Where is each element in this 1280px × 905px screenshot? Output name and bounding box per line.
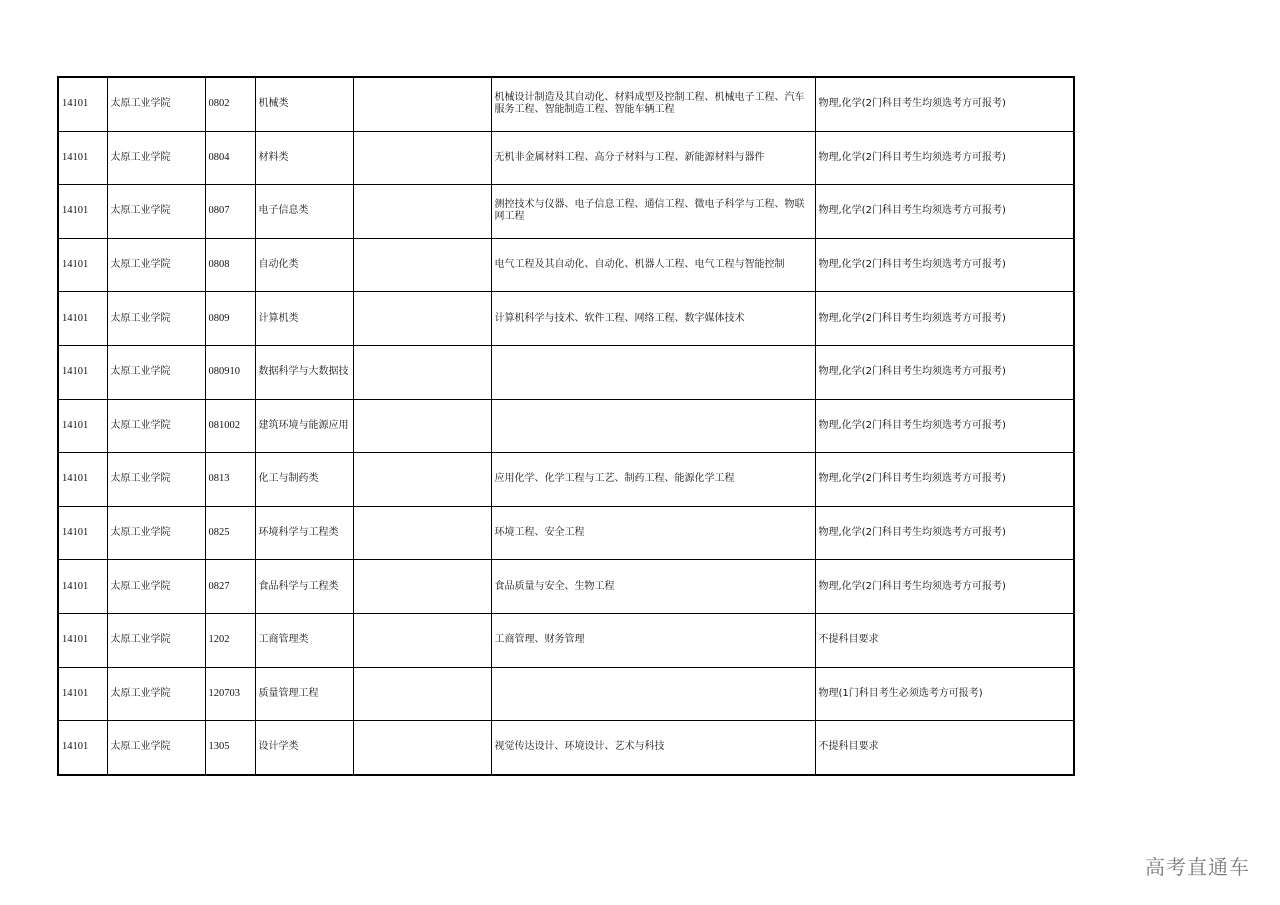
subject-requirement-cell: 物理,化学(2门科目考生均须选考方可报考) <box>815 77 1074 131</box>
table-body <box>58 77 1074 775</box>
subject-requirements-table <box>57 76 1075 776</box>
institution-code-cell: 14101 <box>58 613 107 667</box>
institution-name-cell: 太原工业学院 <box>107 77 205 131</box>
table-row <box>58 185 1074 239</box>
subject-requirement-cell: 物理,化学(2门科目考生均须选考方可报考) <box>815 506 1074 560</box>
table-row <box>58 453 1074 507</box>
major-code-cell: 0827 <box>205 560 255 614</box>
subject-requirement-cell: 物理,化学(2门科目考生均须选考方可报考) <box>815 238 1074 292</box>
subject-requirement-cell: 不提科目要求 <box>815 613 1074 667</box>
subject-requirement-cell: 不提科目要求 <box>815 721 1074 775</box>
subject-requirement-cell: 物理,化学(2门科目考生均须选考方可报考) <box>815 292 1074 346</box>
included-majors-cell: 视觉传达设计、环境设计、艺术与科技 <box>491 721 815 775</box>
included-majors-cell: 无机非金属材料工程、高分子材料与工程、新能源材料与器件 <box>491 131 815 185</box>
major-name-cell: 环境科学与工程类 <box>255 506 353 560</box>
institution-code-cell: 14101 <box>58 185 107 239</box>
major-name-cell: 质量管理工程 <box>255 667 353 721</box>
institution-name-cell: 太原工业学院 <box>107 292 205 346</box>
table-row <box>58 77 1074 131</box>
blank-cell <box>353 560 491 614</box>
major-code-cell: 0808 <box>205 238 255 292</box>
blank-cell <box>353 399 491 453</box>
included-majors-cell: 机械设计制造及其自动化、材料成型及控制工程、机械电子工程、汽车服务工程、智能制造工程、智能车辆工程 <box>491 77 815 131</box>
institution-name-cell: 太原工业学院 <box>107 721 205 775</box>
table-row <box>58 560 1074 614</box>
blank-cell <box>353 238 491 292</box>
institution-name-cell: 太原工业学院 <box>107 345 205 399</box>
blank-cell <box>353 292 491 346</box>
institution-name-cell: 太原工业学院 <box>107 506 205 560</box>
subject-requirement-cell: 物理,化学(2门科目考生均须选考方可报考) <box>815 453 1074 507</box>
subject-requirement-cell: 物理,化学(2门科目考生均须选考方可报考) <box>815 131 1074 185</box>
institution-code-cell: 14101 <box>58 453 107 507</box>
included-majors-cell: 食品质量与安全、生物工程 <box>491 560 815 614</box>
major-name-cell: 自动化类 <box>255 238 353 292</box>
institution-code-cell: 14101 <box>58 77 107 131</box>
major-name-cell: 食品科学与工程类 <box>255 560 353 614</box>
institution-name-cell: 太原工业学院 <box>107 667 205 721</box>
major-name-cell: 化工与制药类 <box>255 453 353 507</box>
major-name-cell: 机械类 <box>255 77 353 131</box>
institution-name-cell: 太原工业学院 <box>107 613 205 667</box>
institution-code-cell: 14101 <box>58 238 107 292</box>
major-name-cell: 材料类 <box>255 131 353 185</box>
table-row <box>58 292 1074 346</box>
subject-requirement-cell: 物理,化学(2门科目考生均须选考方可报考) <box>815 399 1074 453</box>
major-code-cell: 081002 <box>205 399 255 453</box>
table-row <box>58 667 1074 721</box>
blank-cell <box>353 453 491 507</box>
included-majors-cell: 应用化学、化学工程与工艺、制药工程、能源化学工程 <box>491 453 815 507</box>
major-code-cell: 0804 <box>205 131 255 185</box>
institution-name-cell: 太原工业学院 <box>107 185 205 239</box>
included-majors-cell: 计算机科学与技术、软件工程、网络工程、数字媒体技术 <box>491 292 815 346</box>
included-majors-cell: 环境工程、安全工程 <box>491 506 815 560</box>
major-code-cell: 0809 <box>205 292 255 346</box>
institution-code-cell: 14101 <box>58 345 107 399</box>
major-code-cell: 1305 <box>205 721 255 775</box>
table-row <box>58 721 1074 775</box>
included-majors-cell <box>491 399 815 453</box>
institution-code-cell: 14101 <box>58 131 107 185</box>
major-code-cell: 0802 <box>205 77 255 131</box>
major-code-cell: 0813 <box>205 453 255 507</box>
table-row <box>58 238 1074 292</box>
major-code-cell: 120703 <box>205 667 255 721</box>
blank-cell <box>353 185 491 239</box>
major-name-cell: 计算机类 <box>255 292 353 346</box>
blank-cell <box>353 345 491 399</box>
table-row <box>58 613 1074 667</box>
institution-code-cell: 14101 <box>58 667 107 721</box>
blank-cell <box>353 667 491 721</box>
institution-name-cell: 太原工业学院 <box>107 238 205 292</box>
institution-name-cell: 太原工业学院 <box>107 453 205 507</box>
institution-code-cell: 14101 <box>58 721 107 775</box>
major-name-cell: 工商管理类 <box>255 613 353 667</box>
major-name-cell: 电子信息类 <box>255 185 353 239</box>
institution-code-cell: 14101 <box>58 560 107 614</box>
watermark-text: 高考直通车 <box>1145 855 1250 879</box>
subject-requirement-cell: 物理,化学(2门科目考生均须选考方可报考) <box>815 560 1074 614</box>
table-row <box>58 131 1074 185</box>
major-code-cell: 0825 <box>205 506 255 560</box>
included-majors-cell: 工商管理、财务管理 <box>491 613 815 667</box>
included-majors-cell <box>491 345 815 399</box>
included-majors-cell <box>491 667 815 721</box>
subject-requirement-cell: 物理(1门科目考生必须选考方可报考) <box>815 667 1074 721</box>
institution-code-cell: 14101 <box>58 506 107 560</box>
blank-cell <box>353 721 491 775</box>
table-row <box>58 399 1074 453</box>
major-code-cell: 080910 <box>205 345 255 399</box>
major-name-cell: 建筑环境与能源应用 <box>255 399 353 453</box>
major-code-cell: 0807 <box>205 185 255 239</box>
major-name-cell: 数据科学与大数据技 <box>255 345 353 399</box>
institution-name-cell: 太原工业学院 <box>107 560 205 614</box>
included-majors-cell: 测控技术与仪器、电子信息工程、通信工程、微电子科学与工程、物联网工程 <box>491 185 815 239</box>
subject-requirement-cell: 物理,化学(2门科目考生均须选考方可报考) <box>815 345 1074 399</box>
blank-cell <box>353 613 491 667</box>
included-majors-cell: 电气工程及其自动化、自动化、机器人工程、电气工程与智能控制 <box>491 238 815 292</box>
institution-name-cell: 太原工业学院 <box>107 131 205 185</box>
table-row <box>58 506 1074 560</box>
major-name-cell: 设计学类 <box>255 721 353 775</box>
blank-cell <box>353 131 491 185</box>
institution-code-cell: 14101 <box>58 292 107 346</box>
major-code-cell: 1202 <box>205 613 255 667</box>
table-row <box>58 345 1074 399</box>
blank-cell <box>353 506 491 560</box>
institution-code-cell: 14101 <box>58 399 107 453</box>
institution-name-cell: 太原工业学院 <box>107 399 205 453</box>
subject-requirement-cell: 物理,化学(2门科目考生均须选考方可报考) <box>815 185 1074 239</box>
blank-cell <box>353 77 491 131</box>
